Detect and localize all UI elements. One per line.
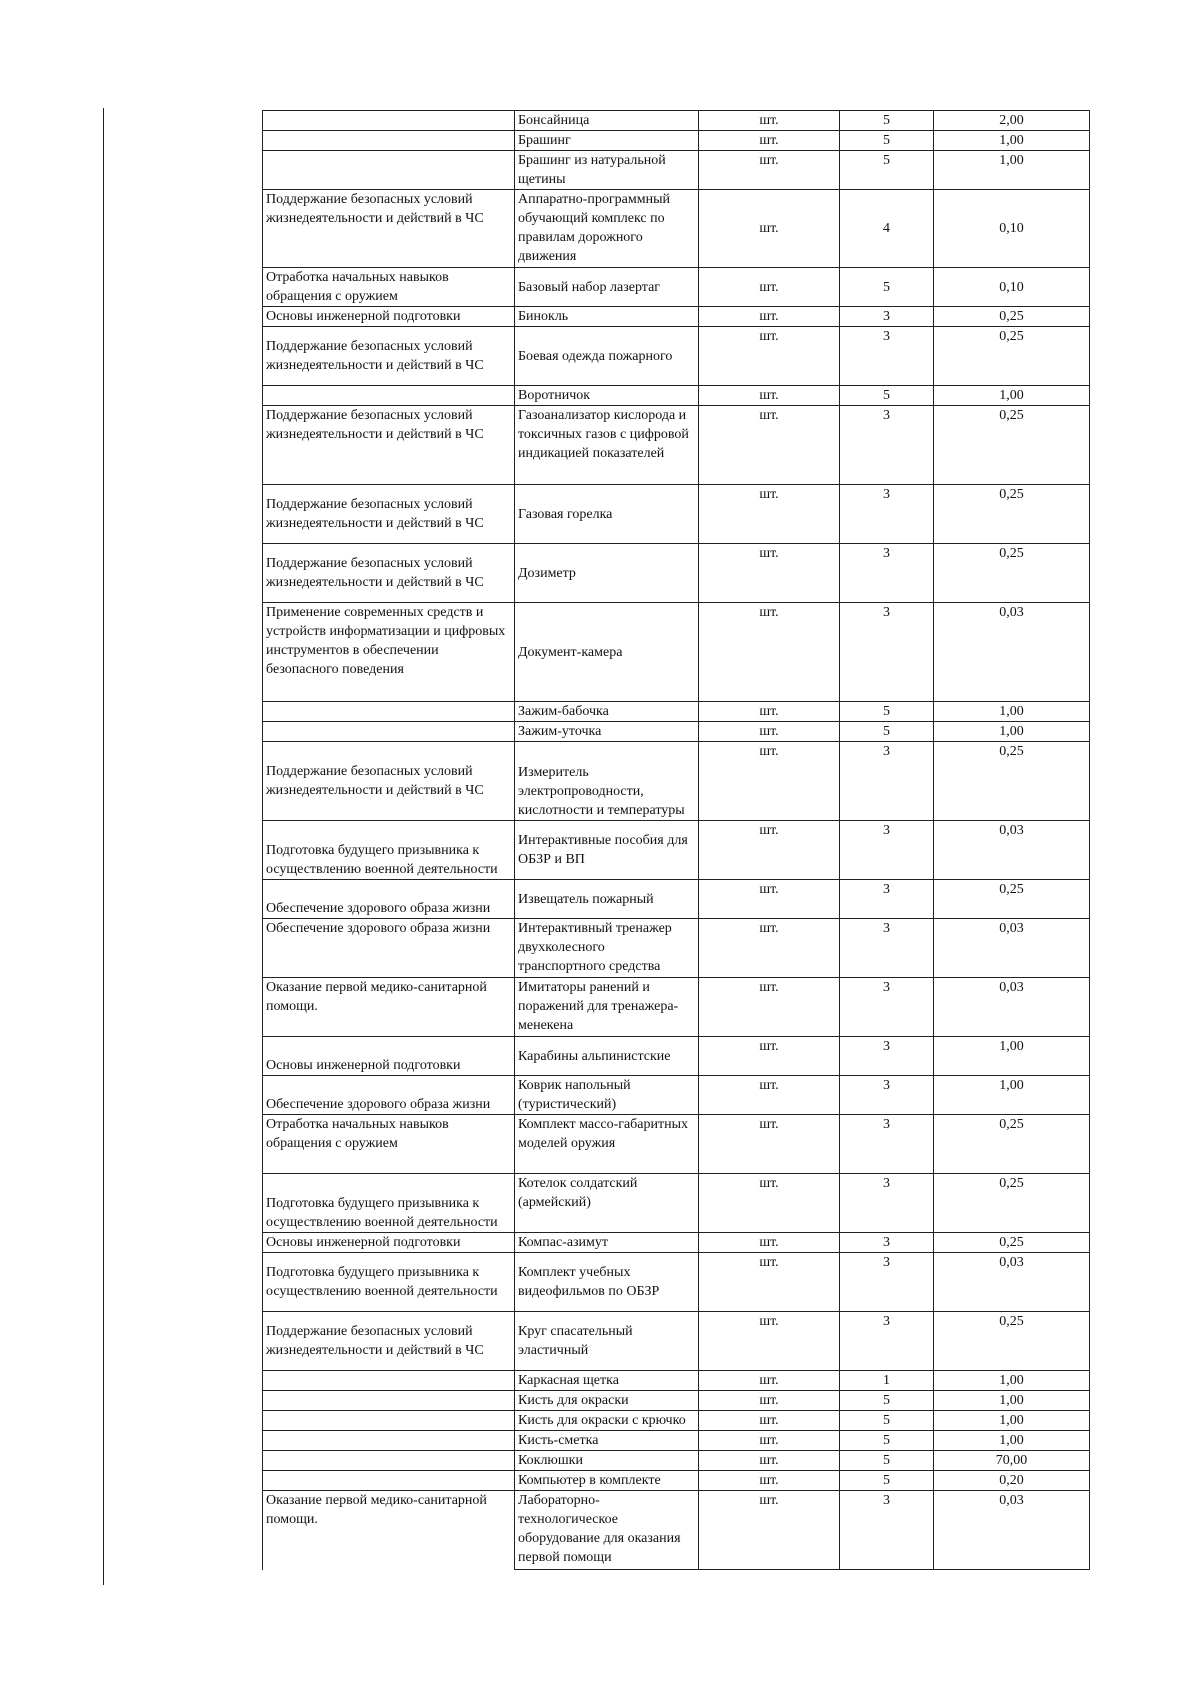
ratio-cell: 0,25 bbox=[934, 1312, 1090, 1371]
item-name-cell: Лабораторно-технологическое оборудование для оказания первой помощи bbox=[515, 1491, 699, 1570]
item-name-cell: Котелок солдатский (армейский) bbox=[515, 1174, 699, 1233]
ratio-cell: 0,03 bbox=[934, 919, 1090, 978]
ratio-cell: 0,10 bbox=[934, 268, 1090, 307]
quantity-cell: 4 bbox=[840, 190, 934, 268]
section-cell: Отработка начальных навыков обращения с оружием bbox=[263, 1115, 515, 1174]
section-cell bbox=[263, 1471, 515, 1491]
section-cell: Подготовка будущего призывника к осуществлению военной деятельности bbox=[263, 821, 515, 880]
item-name-cell: Измеритель электропроводности, кислотности и температуры bbox=[515, 742, 699, 821]
table-row bbox=[263, 544, 1090, 603]
section-cell: Оказание первой медико-санитарной помощи. bbox=[263, 1491, 515, 1570]
quantity-cell: 3 bbox=[840, 978, 934, 1037]
unit-cell: шт. bbox=[699, 603, 840, 702]
quantity-cell: 5 bbox=[840, 151, 934, 190]
table-row bbox=[263, 307, 1090, 327]
unit-cell: шт. bbox=[699, 1115, 840, 1174]
unit-cell: шт. bbox=[699, 1076, 840, 1115]
ratio-cell: 0,25 bbox=[934, 544, 1090, 603]
unit-cell: шт. bbox=[699, 1411, 840, 1431]
ratio-cell: 0,25 bbox=[934, 406, 1090, 485]
unit-cell: шт. bbox=[699, 1431, 840, 1451]
unit-cell: шт. bbox=[699, 1037, 840, 1076]
section-cell bbox=[263, 1371, 515, 1391]
table-row bbox=[263, 1115, 1090, 1174]
quantity-cell: 3 bbox=[840, 880, 934, 919]
table-row bbox=[263, 603, 1090, 702]
unit-cell: шт. bbox=[699, 742, 840, 821]
ratio-cell: 0,25 bbox=[934, 327, 1090, 386]
ratio-cell: 1,00 bbox=[934, 386, 1090, 406]
quantity-cell: 3 bbox=[840, 1174, 934, 1233]
unit-cell: шт. bbox=[699, 307, 840, 327]
unit-cell: шт. bbox=[699, 919, 840, 978]
ratio-cell: 70,00 bbox=[934, 1451, 1090, 1471]
unit-cell: шт. bbox=[699, 880, 840, 919]
item-name-cell: Комплект массо-габаритных моделей оружия bbox=[515, 1115, 699, 1174]
table-row bbox=[263, 1391, 1090, 1411]
unit-cell: шт. bbox=[699, 111, 840, 131]
quantity-cell: 3 bbox=[840, 919, 934, 978]
section-cell: Подготовка будущего призывника к осуществлению военной деятельности bbox=[263, 1253, 515, 1312]
table-row bbox=[263, 1233, 1090, 1253]
item-name-cell: Кисть для окраски с крючко bbox=[515, 1411, 699, 1431]
ratio-cell: 1,00 bbox=[934, 1391, 1090, 1411]
unit-cell: шт. bbox=[699, 702, 840, 722]
item-name-cell: Зажим-уточка bbox=[515, 722, 699, 742]
ratio-cell: 0,20 bbox=[934, 1471, 1090, 1491]
table-row bbox=[263, 1076, 1090, 1115]
quantity-cell: 3 bbox=[840, 603, 934, 702]
quantity-cell: 5 bbox=[840, 1411, 934, 1431]
quantity-cell: 3 bbox=[840, 1491, 934, 1570]
section-cell bbox=[263, 386, 515, 406]
unit-cell: шт. bbox=[699, 1391, 840, 1411]
ratio-cell: 1,00 bbox=[934, 702, 1090, 722]
section-cell: Применение современных средств и устройств информатизации и цифровых инструментов в обеспечении безопасного поведения bbox=[263, 603, 515, 702]
section-cell: Поддержание безопасных условий жизнедеятельности и действий в ЧС bbox=[263, 406, 515, 485]
ratio-cell: 0,25 bbox=[934, 307, 1090, 327]
unit-cell: шт. bbox=[699, 821, 840, 880]
quantity-cell: 5 bbox=[840, 1391, 934, 1411]
item-name-cell: Бонсайница bbox=[515, 111, 699, 131]
section-cell: Обеспечение здорового образа жизни bbox=[263, 919, 515, 978]
quantity-cell: 3 bbox=[840, 485, 934, 544]
table-row bbox=[263, 722, 1090, 742]
ratio-cell: 1,00 bbox=[934, 1411, 1090, 1431]
ratio-cell: 1,00 bbox=[934, 151, 1090, 190]
item-name-cell: Бинокль bbox=[515, 307, 699, 327]
table-row bbox=[263, 702, 1090, 722]
table-row bbox=[263, 111, 1090, 131]
quantity-cell: 5 bbox=[840, 1451, 934, 1471]
unit-cell: шт. bbox=[699, 327, 840, 386]
item-name-cell: Интерактивный тренажер двухколесного транспортного средства bbox=[515, 919, 699, 978]
section-cell: Поддержание безопасных условий жизнедеятельности и действий в ЧС bbox=[263, 485, 515, 544]
section-cell bbox=[263, 1411, 515, 1431]
section-cell: Отработка начальных навыков обращения с оружием bbox=[263, 268, 515, 307]
section-cell bbox=[263, 111, 515, 131]
ratio-cell: 0,25 bbox=[934, 485, 1090, 544]
item-name-cell: Компас-азимут bbox=[515, 1233, 699, 1253]
table-row bbox=[263, 268, 1090, 307]
item-name-cell: Карабины альпинистские bbox=[515, 1037, 699, 1076]
section-cell: Поддержание безопасных условий жизнедеятельности и действий в ЧС bbox=[263, 327, 515, 386]
ratio-cell: 0,03 bbox=[934, 821, 1090, 880]
section-cell: Поддержание безопасных условий жизнедеятельности и действий в ЧС bbox=[263, 1312, 515, 1371]
section-cell: Оказание первой медико-санитарной помощи. bbox=[263, 978, 515, 1037]
unit-cell: шт. bbox=[699, 1451, 840, 1471]
ratio-cell: 0,25 bbox=[934, 1233, 1090, 1253]
section-cell: Основы инженерной подготовки bbox=[263, 307, 515, 327]
section-cell: Основы инженерной подготовки bbox=[263, 1233, 515, 1253]
unit-cell: шт. bbox=[699, 268, 840, 307]
unit-cell: шт. bbox=[699, 131, 840, 151]
table-row bbox=[263, 1411, 1090, 1431]
section-cell bbox=[263, 702, 515, 722]
section-cell: Обеспечение здорового образа жизни bbox=[263, 880, 515, 919]
table-row bbox=[263, 1491, 1090, 1570]
section-cell bbox=[263, 1431, 515, 1451]
section-cell bbox=[263, 1451, 515, 1471]
left-margin-rule bbox=[103, 108, 104, 1585]
unit-cell: шт. bbox=[699, 544, 840, 603]
table-row bbox=[263, 327, 1090, 386]
table-row bbox=[263, 1451, 1090, 1471]
quantity-cell: 5 bbox=[840, 111, 934, 131]
item-name-cell: Боевая одежда пожарного bbox=[515, 327, 699, 386]
item-name-cell: Газовая горелка bbox=[515, 485, 699, 544]
quantity-cell: 3 bbox=[840, 544, 934, 603]
table-row bbox=[263, 485, 1090, 544]
table-row bbox=[263, 386, 1090, 406]
quantity-cell: 3 bbox=[840, 1233, 934, 1253]
section-cell bbox=[263, 722, 515, 742]
unit-cell: шт. bbox=[699, 190, 840, 268]
unit-cell: шт. bbox=[699, 406, 840, 485]
item-name-cell: Дозиметр bbox=[515, 544, 699, 603]
unit-cell: шт. bbox=[699, 1371, 840, 1391]
ratio-cell: 0,03 bbox=[934, 1253, 1090, 1312]
section-cell: Подготовка будущего призывника к осуществлению военной деятельности bbox=[263, 1174, 515, 1233]
section-cell: Основы инженерной подготовки bbox=[263, 1037, 515, 1076]
item-name-cell: Имитаторы ранений и поражений для тренажера-менекена bbox=[515, 978, 699, 1037]
unit-cell: шт. bbox=[699, 1491, 840, 1570]
unit-cell: шт. bbox=[699, 1233, 840, 1253]
section-cell bbox=[263, 1391, 515, 1411]
item-name-cell: Кисть-сметка bbox=[515, 1431, 699, 1451]
item-name-cell: Каркасная щетка bbox=[515, 1371, 699, 1391]
quantity-cell: 5 bbox=[840, 131, 934, 151]
ratio-cell: 0,10 bbox=[934, 190, 1090, 268]
ratio-cell: 0,25 bbox=[934, 1174, 1090, 1233]
equipment-table bbox=[262, 110, 1090, 1570]
item-name-cell: Комплект учебных видеофильмов по ОБЗР bbox=[515, 1253, 699, 1312]
item-name-cell: Базовый набор лазертаг bbox=[515, 268, 699, 307]
table-row bbox=[263, 406, 1090, 485]
quantity-cell: 3 bbox=[840, 406, 934, 485]
unit-cell: шт. bbox=[699, 978, 840, 1037]
quantity-cell: 3 bbox=[840, 327, 934, 386]
ratio-cell: 2,00 bbox=[934, 111, 1090, 131]
quantity-cell: 3 bbox=[840, 1253, 934, 1312]
table-row bbox=[263, 190, 1090, 268]
table-row bbox=[263, 742, 1090, 821]
table-row bbox=[263, 1037, 1090, 1076]
table-row bbox=[263, 1431, 1090, 1451]
item-name-cell: Компьютер в комплекте bbox=[515, 1471, 699, 1491]
item-name-cell: Брашинг bbox=[515, 131, 699, 151]
unit-cell: шт. bbox=[699, 1174, 840, 1233]
item-name-cell: Документ-камера bbox=[515, 603, 699, 702]
section-cell bbox=[263, 151, 515, 190]
unit-cell: шт. bbox=[699, 386, 840, 406]
section-cell: Поддержание безопасных условий жизнедеятельности и действий в ЧС bbox=[263, 544, 515, 603]
quantity-cell: 3 bbox=[840, 1037, 934, 1076]
table-row bbox=[263, 919, 1090, 978]
ratio-cell: 1,00 bbox=[934, 1076, 1090, 1115]
ratio-cell: 0,03 bbox=[934, 978, 1090, 1037]
item-name-cell: Газоанализатор кислорода и токсичных газов с цифровой индикацией показателей bbox=[515, 406, 699, 485]
quantity-cell: 3 bbox=[840, 1115, 934, 1174]
table-row bbox=[263, 1471, 1090, 1491]
quantity-cell: 3 bbox=[840, 742, 934, 821]
ratio-cell: 1,00 bbox=[934, 1431, 1090, 1451]
unit-cell: шт. bbox=[699, 1253, 840, 1312]
item-name-cell: Зажим-бабочка bbox=[515, 702, 699, 722]
ratio-cell: 0,25 bbox=[934, 880, 1090, 919]
section-cell: Обеспечение здорового образа жизни bbox=[263, 1076, 515, 1115]
item-name-cell: Воротничок bbox=[515, 386, 699, 406]
ratio-cell: 1,00 bbox=[934, 722, 1090, 742]
ratio-cell: 0,03 bbox=[934, 1491, 1090, 1570]
item-name-cell: Кисть для окраски bbox=[515, 1391, 699, 1411]
quantity-cell: 3 bbox=[840, 821, 934, 880]
quantity-cell: 3 bbox=[840, 307, 934, 327]
item-name-cell: Брашинг из натуральной щетины bbox=[515, 151, 699, 190]
item-name-cell: Извещатель пожарный bbox=[515, 880, 699, 919]
quantity-cell: 5 bbox=[840, 1431, 934, 1451]
quantity-cell: 5 bbox=[840, 268, 934, 307]
quantity-cell: 3 bbox=[840, 1076, 934, 1115]
quantity-cell: 5 bbox=[840, 1471, 934, 1491]
quantity-cell: 3 bbox=[840, 1312, 934, 1371]
item-name-cell: Коклюшки bbox=[515, 1451, 699, 1471]
quantity-cell: 5 bbox=[840, 702, 934, 722]
section-cell bbox=[263, 131, 515, 151]
ratio-cell: 0,03 bbox=[934, 603, 1090, 702]
ratio-cell: 1,00 bbox=[934, 1371, 1090, 1391]
unit-cell: шт. bbox=[699, 485, 840, 544]
item-name-cell: Коврик напольный (туристический) bbox=[515, 1076, 699, 1115]
table-row bbox=[263, 821, 1090, 880]
table-row bbox=[263, 1371, 1090, 1391]
table-row bbox=[263, 978, 1090, 1037]
ratio-cell: 0,25 bbox=[934, 742, 1090, 821]
table-row bbox=[263, 131, 1090, 151]
table-row bbox=[263, 1174, 1090, 1233]
item-name-cell: Интерактивные пособия для ОБЗР и ВП bbox=[515, 821, 699, 880]
item-name-cell: Аппаратно-программный обучающий комплекс по правилам дорожного движения bbox=[515, 190, 699, 268]
quantity-cell: 1 bbox=[840, 1371, 934, 1391]
table-row bbox=[263, 1253, 1090, 1312]
ratio-cell: 1,00 bbox=[934, 131, 1090, 151]
section-cell: Поддержание безопасных условий жизнедеятельности и действий в ЧС bbox=[263, 190, 515, 268]
section-cell: Поддержание безопасных условий жизнедеятельности и действий в ЧС bbox=[263, 742, 515, 821]
unit-cell: шт. bbox=[699, 722, 840, 742]
quantity-cell: 5 bbox=[840, 722, 934, 742]
table-row bbox=[263, 1312, 1090, 1371]
unit-cell: шт. bbox=[699, 1312, 840, 1371]
table-row bbox=[263, 880, 1090, 919]
item-name-cell: Круг спасательный эластичный bbox=[515, 1312, 699, 1371]
unit-cell: шт. bbox=[699, 1471, 840, 1491]
table-row bbox=[263, 151, 1090, 190]
ratio-cell: 1,00 bbox=[934, 1037, 1090, 1076]
ratio-cell: 0,25 bbox=[934, 1115, 1090, 1174]
quantity-cell: 5 bbox=[840, 386, 934, 406]
unit-cell: шт. bbox=[699, 151, 840, 190]
